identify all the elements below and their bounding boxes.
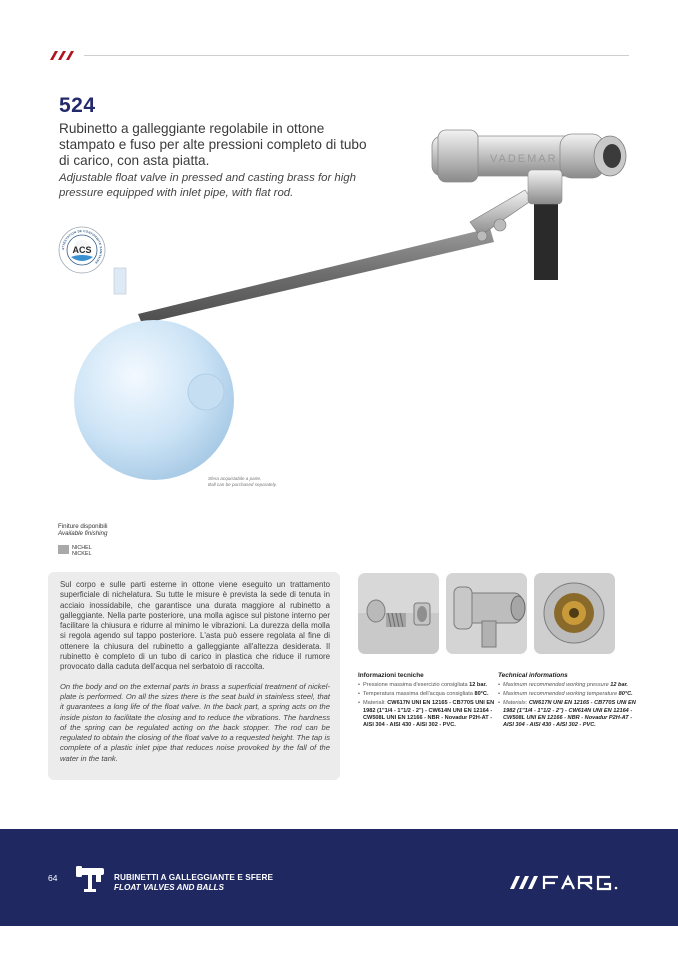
technical-info-it: Informazioni tecniche • Pressione massima d'esercizio consigliata 12 bar. • Temperatura massima dell'acqua consigliata 80°C. • Materiali: CW617N UNI EN 12165 - CB770S UNI EN 1982 (1"1/4 - 1"1/2 - 2") - CW614N UNI EN 12164 - CW508L UNI EN 12166 - NBR - Novadur P2H-AT - AISI 304 - AISI 430 - AISI 302 - PVC.	[358, 672, 496, 731]
farg-logo	[508, 873, 628, 891]
float-valve-icon	[74, 865, 108, 895]
product-title-it: Rubinetto a galleggiante regolabile in ottone stampato e fuso per alte pressioni completo di tubo di carico, con asta piatta.	[59, 121, 367, 168]
float-valve-illustration	[70, 120, 640, 500]
svg-text:ATTESTATION DE CONFORMITE SANI: ATTESTATION DE CONFORMITE SANITAIRE	[60, 228, 104, 265]
svg-text:ACS: ACS	[72, 245, 92, 255]
top-divider	[84, 55, 629, 56]
description-en: On the body and on the external parts in brass a superficial treatment of nickel-plate is performed. On all the sizes there is the seat build in stainless steel, that it guarantees a long life of the float valve. In the back part, a spring acts on the inside piston to facilitate the closing and to reduce the vibrations. The hardness of the spring can be regulated acting on the back stopper. The rod can be regulated to obtain the closing of the float valve to a requested height. The tap is complete of a plastic inlet pipe that reduces noise provoked by the fall of the water in the tank.	[60, 681, 330, 763]
spec-item: • Temperatura massima dell'acqua consigliata 80°C.	[358, 691, 496, 698]
product-title-en: Adjustable float valve in pressed and casting brass for high pressure equipped with inlet pipe, with flat rod.	[59, 172, 356, 199]
valve-body-text: VADEMAR	[490, 153, 558, 165]
spec-item: • Materiali: CW617N UNI EN 12165 - CB770S UNI EN 1982 (1"1/4 - 1"1/2 - 2") - CW614N UNI EN 12164 - CW508L UNI EN 12166 - NBR - Novadur P2H-AT - AISI 304 - AISI 430 - AISI 302 - PVC.	[358, 700, 496, 730]
product-code: 524	[59, 94, 96, 117]
flat-rod	[138, 228, 494, 324]
footer-category-it: RUBINETTI A GALLEGGIANTE E SFERE	[114, 873, 274, 882]
spec-item: • Maximum recommended working temperature 80°C.	[498, 691, 636, 698]
finishes-heading: Finiture disponibili Available finishing	[58, 523, 108, 538]
image-note: Sfera acquistabile a parte. Ball can be purchased separately.	[208, 476, 277, 487]
finish-label-nickel: NICHEL NICKEL	[72, 545, 92, 558]
description-panel	[48, 572, 340, 780]
detail-photo-valve	[446, 573, 527, 654]
acs-certification-badge	[58, 226, 106, 274]
footer-category-en: FLOAT VALVES AND BALLS	[114, 883, 224, 892]
footer-band	[0, 829, 678, 926]
spec-item: • Maximum recommended working pressure 12 bar.	[498, 682, 636, 689]
page-number: 64	[48, 873, 58, 883]
technical-info-en: Technical informations • Maximum recommended working pressure 12 bar. • Maximum recommended working temperature 80°C. • Materials: CW617N UNI EN 12165 - CB770S UNI EN 1982 (1"1/4 - 1"1/2 - 2") - CW614N UNI EN 12164 - CW508L UNI EN 12166 - NBR - Novadur P2H-AT - AISI 304 - AISI 430 - AISI 302 - PVC.	[498, 672, 636, 731]
spec-item: • Materials: CW617N UNI EN 12165 - CB770S UNI EN 1982 (1"1/4 - 1"1/2 - 2") - CW614N UNI EN 12164 - CW508L UNI EN 12166 - NBR - Novadur P2H-AT - AISI 304 - AISI 430 - AISI 302 - PVC.	[498, 700, 636, 730]
detail-photo-parts	[358, 573, 439, 654]
brand-mark-icon	[48, 48, 78, 62]
detail-photo-seat	[534, 573, 615, 654]
finish-swatch-nickel	[58, 545, 69, 554]
inlet-pipe	[534, 198, 558, 280]
description-it: Sul corpo e sulle parti esterne in ottone viene eseguito un trattamento superficiale di nichelatura. Su tutte le misure è prevista la sede di tenuta in acciaio inossidabile, che garantisce una durata maggiore al rubinetto a galleggiante. Nella parte posteriore, una molla agisce sul pistone interno per facilitare la chiusura e ridurre al minimo le vibrazioni. La durezza della molla si regola agendo sul tappo posteriore. L'asta può essere regolata al fine di ottenere la chiusura del rubinetto a galleggiante all'altezza desiderata. Il rubinetto è completo di un tubo di carico in plastica che riduce il rumore provocato dalla caduta dell'acqua nel serbatoio di raccolta.	[60, 580, 330, 672]
spec-item: • Pressione massima d'esercizio consigliata 12 bar.	[358, 682, 496, 689]
